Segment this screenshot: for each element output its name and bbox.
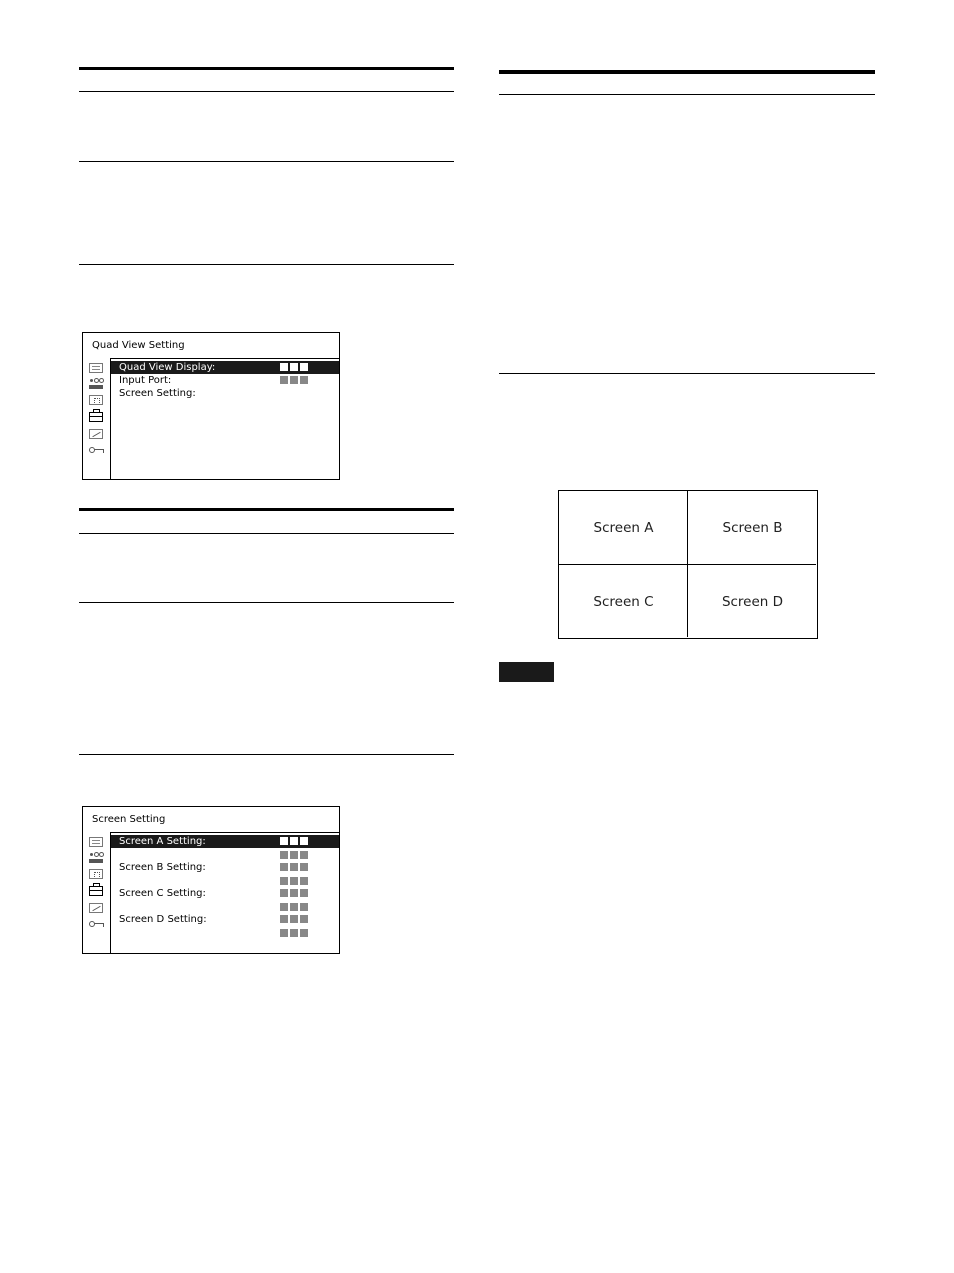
people-icon xyxy=(89,853,103,863)
quad-view-setting-menu xyxy=(82,332,340,480)
table-rule xyxy=(79,264,454,265)
table-rule xyxy=(499,94,875,95)
menu-item-label: Screen B Setting: xyxy=(119,862,206,873)
triangle-dots-icon xyxy=(89,869,103,879)
value-placeholder xyxy=(280,376,310,385)
menu-item-screen-c-setting[interactable] xyxy=(111,887,339,900)
key-icon xyxy=(89,919,103,929)
screen-b-cell: Screen B xyxy=(722,519,783,536)
table-rule xyxy=(499,373,875,374)
menu-item-label: Screen D Setting: xyxy=(119,914,207,925)
table-rule xyxy=(79,754,454,755)
value-placeholder xyxy=(280,851,310,859)
menu-item-screen-b-setting[interactable] xyxy=(111,861,339,874)
table-rule xyxy=(79,533,454,534)
quad-screen-diagram xyxy=(558,490,818,639)
menu-item-pane xyxy=(110,358,340,480)
value-placeholder xyxy=(280,863,310,872)
value-placeholder xyxy=(280,929,310,937)
menu-item-label: Screen A Setting: xyxy=(119,836,206,847)
menu-item-pane xyxy=(110,832,340,954)
arrow-icon xyxy=(89,903,103,913)
briefcase-icon xyxy=(89,886,103,896)
key-icon xyxy=(89,445,103,455)
value-placeholder xyxy=(280,363,310,372)
people-icon xyxy=(89,379,103,389)
section-rule-top xyxy=(79,508,454,511)
menu-item-quad-view-display[interactable] xyxy=(111,361,339,374)
table-rule xyxy=(79,161,454,162)
value-placeholder xyxy=(280,889,310,898)
menu-item-label: Screen Setting: xyxy=(119,388,196,399)
screen-a-cell: Screen A xyxy=(593,519,654,536)
table-rule xyxy=(79,602,454,603)
menu-item-label: Screen C Setting: xyxy=(119,888,206,899)
screen-setting-menu xyxy=(82,806,340,954)
list-icon xyxy=(89,363,103,373)
note-badge xyxy=(499,662,554,682)
table-rule xyxy=(79,91,454,92)
triangle-dots-icon xyxy=(89,395,103,405)
screen-c-cell: Screen C xyxy=(593,593,654,610)
section-rule-top xyxy=(79,67,454,70)
value-placeholder xyxy=(280,903,310,911)
screen-d-cell: Screen D xyxy=(721,593,784,610)
menu-title: Screen Setting xyxy=(92,814,166,825)
briefcase-icon xyxy=(89,412,103,422)
value-placeholder xyxy=(280,837,310,846)
menu-item-label: Quad View Display: xyxy=(119,362,216,373)
section-rule-top xyxy=(499,70,875,74)
menu-item-screen-setting[interactable] xyxy=(111,387,339,400)
list-icon xyxy=(89,837,103,847)
value-placeholder xyxy=(280,877,310,885)
menu-item-screen-d-setting[interactable] xyxy=(111,913,339,926)
menu-title: Quad View Setting xyxy=(92,340,185,351)
menu-item-input-port[interactable] xyxy=(111,374,339,387)
value-placeholder xyxy=(280,915,310,924)
menu-item-screen-a-setting[interactable] xyxy=(111,835,339,848)
menu-item-label: Input Port: xyxy=(119,375,172,386)
arrow-icon xyxy=(89,429,103,439)
